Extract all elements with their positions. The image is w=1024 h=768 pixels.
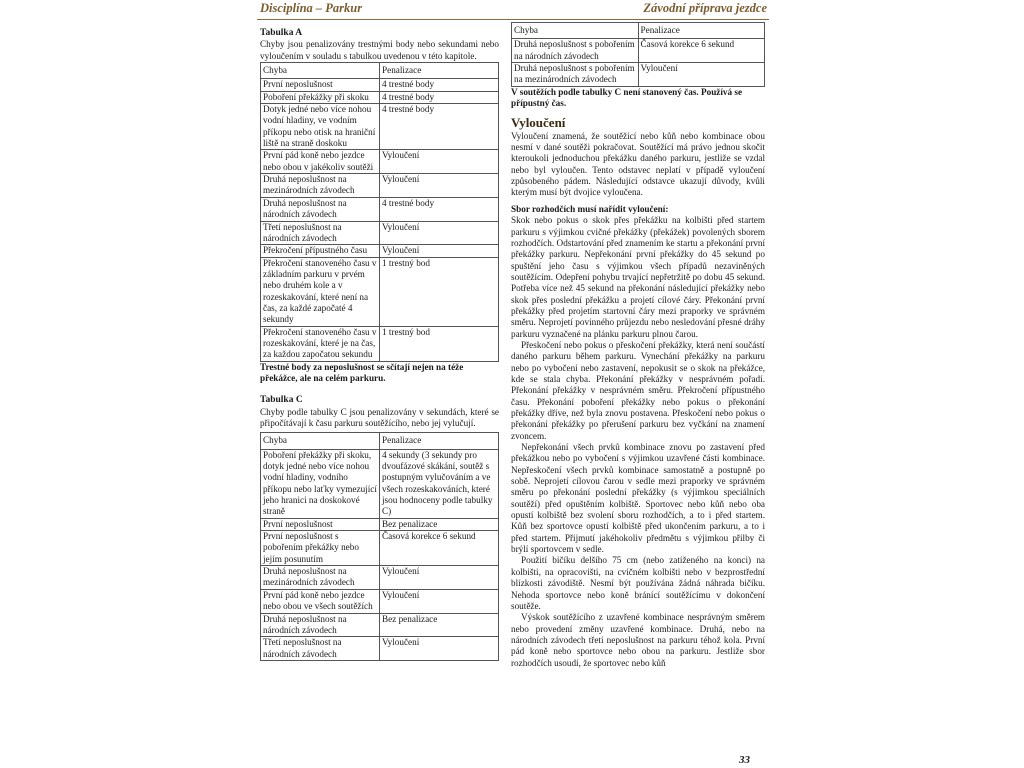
- table-cell: Druhá neposlušnost s pobořením na národních závodech: [512, 39, 639, 63]
- table-cell: Překročení stanoveného času v rozeskakování, které je na čas, za každou započatou sekundu: [261, 326, 380, 361]
- subheading: Sbor rozhodčích musí nařídit vyloučení:: [511, 203, 669, 214]
- table-cell: Druhá neposlušnost na mezinárodních závodech: [261, 566, 380, 590]
- table-cell: První neposlušnost s pobořením překážky nebo jejím posunutím: [261, 531, 380, 566]
- table-a-head: [261, 63, 499, 79]
- table-row: [261, 91, 499, 103]
- table-cell: Třetí neposlušnost na národních závodech: [261, 637, 380, 661]
- table-c-head-fault: Chyba: [261, 433, 380, 449]
- table-row: [261, 79, 499, 91]
- table-cell: První neposlušnost: [261, 518, 380, 530]
- spacer: [260, 384, 499, 389]
- table-cell: 4 trestné body: [380, 104, 499, 150]
- table-c-continued-head-penalty: Penalizace: [638, 23, 765, 39]
- table-cell: 4 sekundy (3 sekundy pro dvoufázové skákání, soutěž s postupným vylučováním a ve všech rozeskakováních, které jsou hodnoceny podle tabulky C): [380, 449, 499, 518]
- table-cell: Vyloučení: [638, 63, 765, 87]
- table-c-title: Tabulka C: [260, 395, 303, 406]
- table-cell: Vyloučení: [380, 245, 499, 257]
- section-heading: Vyloučení: [511, 115, 566, 131]
- paragraph: Vyloučení znamená, že soutěžící nebo kůň nebo kombinace obou nesmí v dané soutěži pokračovat. Soutěžící má právo jednou skočit kteroukoli jednoduchou překážku daného parkuru, jestliže se vzdal nebo byl vyloučen. Tento odstavec neplatí v případě vyloučení způsobeného pádem. Následující odstavce ukazují důvody, kvůli kterým musí být dvojice vyloučena.: [511, 130, 765, 198]
- table-row: [261, 449, 499, 518]
- table-cell: 4 trestné body: [380, 91, 499, 103]
- table-row: [261, 637, 499, 661]
- table-cell: Bez penalizace: [380, 518, 499, 530]
- table-a-head-fault: Chyba: [261, 63, 380, 79]
- table-cell: Třetí neposlušnost na národních závodech: [261, 221, 380, 245]
- table-a-note: Trestné body za neposlušnost se sčítají nejen na téže překážce, ale na celém parkuru.: [260, 361, 464, 383]
- table-cell: Vyloučení: [380, 221, 499, 245]
- table-cell: Časová korekce 6 sekund: [380, 531, 499, 566]
- table-row: [261, 589, 499, 613]
- table-row: [261, 518, 499, 530]
- running-header: [257, 0, 769, 20]
- table-cell: Druhá neposlušnost s pobořením na mezinárodních závodech: [512, 63, 639, 87]
- right-column: [511, 22, 765, 669]
- table-a-head-penalty: Penalizace: [380, 63, 499, 79]
- paragraph: Skok nebo pokus o skok přes překážku na kolbišti před startem parkuru s výjimkou cvičné překážky (překážek) povolených sborem rozhodčích. Odstartování před znamením ke startu a překonání první překážky parkuru. Nepřekonání první překážky do 45 sekund po spuštění jeho času s výjimkou všech případů nezaviněných soutěžícím. Odepření pohybu trvající nepřetržitě po dobu 45 sekund. Potřeba více než 45 sekund na překonání následující překážky nebo skok přes poslední překážku a projetí cílové čáry. Překonání první překážky před projetím startovní čáry mezi praporky ve správném směru. Neprojetí povinného průjezdu nebo nesledování přesné dráhy parkuru vyznačené na plánku parkuru plnou čarou.: [511, 215, 765, 339]
- paragraph: Nepřekonání všech prvků kombinace znovu po zastavení před překážkou nebo po vybočení s výjimkou uzavřené části kombinace. Nepřeskočení všech prvků kombinace samostatně a postupně po sobě. Neprojetí cílovou čarou v sedle mezi praporky ve správném směru po překonání poslední překážky (s výjimkou speciálních soutěží) před opuštěním kolbiště. Sportovec nebo kůň nebo oba opustí kolbiště bez svolení sboru rozhodčích, a to i před startem. Kůň bez sportovce opustí kolbiště před ukončením parkuru, a to i před startem. Přijmutí jakéhokoliv předmětu s výjimkou přilby či brýlí sportovcem v sedle.: [511, 442, 765, 555]
- table-cell: Druhá neposlušnost na národních závodech: [261, 197, 380, 221]
- table-cell: Překročení stanoveného času v základním parkuru v prvém nebo druhém kole a v rozeskakování, které není na čas, za každé započaté 4 sekundy: [261, 257, 380, 326]
- left-column: [260, 22, 499, 661]
- table-row: [512, 39, 765, 63]
- table-cell: Vyloučení: [380, 566, 499, 590]
- table-cell: Druhá neposlušnost na národních závodech: [261, 613, 380, 637]
- header-left: Disciplína – Parkur: [260, 1, 363, 15]
- table-a-title: Tabulka A: [260, 28, 303, 38]
- table-cell: Vyloučení: [380, 150, 499, 174]
- table-cell: 4 trestné body: [380, 79, 499, 91]
- table-cell: Druhá neposlušnost na mezinárodních závodech: [261, 174, 380, 198]
- table-cell: Dotyk jedné nebo více nohou vodní hladiny, ve vodním příkopu nebo otisk na hraniční liště na straně doskoku: [261, 104, 380, 150]
- table-row: [261, 104, 499, 150]
- table-cell: Bez penalizace: [380, 613, 499, 637]
- table-cell: Překročení přípustného času: [261, 245, 380, 257]
- table-row: [261, 174, 499, 198]
- table-cell: 1 trestný bod: [380, 326, 499, 361]
- table-a-intro: Chyby jsou penalizovány trestnými body nebo sekundami nebo vyloučením v souladu s tabulkou uvedenou v této kapitole.: [260, 39, 499, 61]
- table-c-head: [261, 433, 499, 449]
- table-cell: Poboření překážky při skoku, dotyk jedné nebo více nohou vodní hladiny, vodního příkopu nebo laťky vymezující jeho hranici na doskokové straně: [261, 449, 380, 518]
- table-row: [261, 221, 499, 245]
- table-cell: Poboření překážky při skoku: [261, 91, 380, 103]
- table-cell: 1 trestný bod: [380, 257, 499, 326]
- table-cell: Vyloučení: [380, 174, 499, 198]
- table-cell: První pád koně nebo jezdce nebo obou ve všech soutěžích: [261, 589, 380, 613]
- table-row: [512, 63, 765, 87]
- table-row: [261, 257, 499, 326]
- table-cell: První neposlušnost: [261, 79, 380, 91]
- table-c-continued: [511, 22, 765, 87]
- table-row: [261, 150, 499, 174]
- table-cell: Vyloučení: [380, 637, 499, 661]
- paragraph: Přeskočení nebo pokus o přeskočení překážky, která není součástí daného parkuru během parkuru. Vynechání překážky na parkuru nebo po vybočení nebo zastavení, nepokusit se o skok na překážce, kde se stala chyba. Překonání překážky v nesprávném pořadí. Překonání překážky v nesprávném směru. Překročení přípustného času. Překonání poboření překážky nebo pokus o překonání překážky dříve, než byla znovu postavena. Přeskočení nebo pokus o překonání překážky po přerušení parkuru bez vyčkání na znamení zvoncem.: [511, 339, 765, 441]
- table-c-head-penalty: Penalizace: [380, 433, 499, 449]
- table-row: [261, 245, 499, 257]
- table-row: [261, 531, 499, 566]
- table-row: [261, 566, 499, 590]
- table-cell: Vyloučení: [380, 589, 499, 613]
- table-row: [261, 326, 499, 361]
- page-number: 33: [739, 754, 750, 766]
- paragraph: Použití bičíku delšího 75 cm (nebo zatíženého na konci) na kolbišti, na opracovišti, na cvičném kolbišti nebo v bezprostřední blízkosti závodiště. Nesmí být používána žádná náhrada bičíku. Nehoda sportovce nebo koně bránící soutěžícímu v dokončení soutěže.: [511, 555, 765, 611]
- table-cell: Časová korekce 6 sekund: [638, 39, 765, 63]
- table-row: [261, 613, 499, 637]
- table-cell: 4 trestné body: [380, 197, 499, 221]
- paragraph: Výskok soutěžícího z uzavřené kombinace nesprávným směrem nebo provedení změny uzavřené kombinace. Druhá, nebo na národních závodech třetí neposlušnost na parkuru téhož kola. První pád koně nebo sportovce nebo obou na parkuru. Jestliže sbor rozhodčích usoudí, že sportovec nebo kůň: [511, 612, 765, 668]
- table-c-continued-head-fault: Chyba: [512, 23, 639, 39]
- table-c-note: V soutěžích podle tabulky C není stanovený čas. Používá se přípustný čas.: [511, 86, 743, 109]
- table-row: [261, 197, 499, 221]
- table-c: [260, 432, 499, 661]
- table-c-continued-head: [512, 23, 765, 39]
- header-right: Závodní příprava jezdce: [643, 1, 767, 15]
- table-a: [260, 62, 499, 362]
- table-c-intro: Chyby podle tabulky C jsou penalizovány v sekundách, které se připočítávají k času parkuru soutěžícího, nebo jej vylučují.: [260, 406, 499, 428]
- table-cell: První pád koně nebo jezdce nebo obou v jakékoliv soutěži: [261, 150, 380, 174]
